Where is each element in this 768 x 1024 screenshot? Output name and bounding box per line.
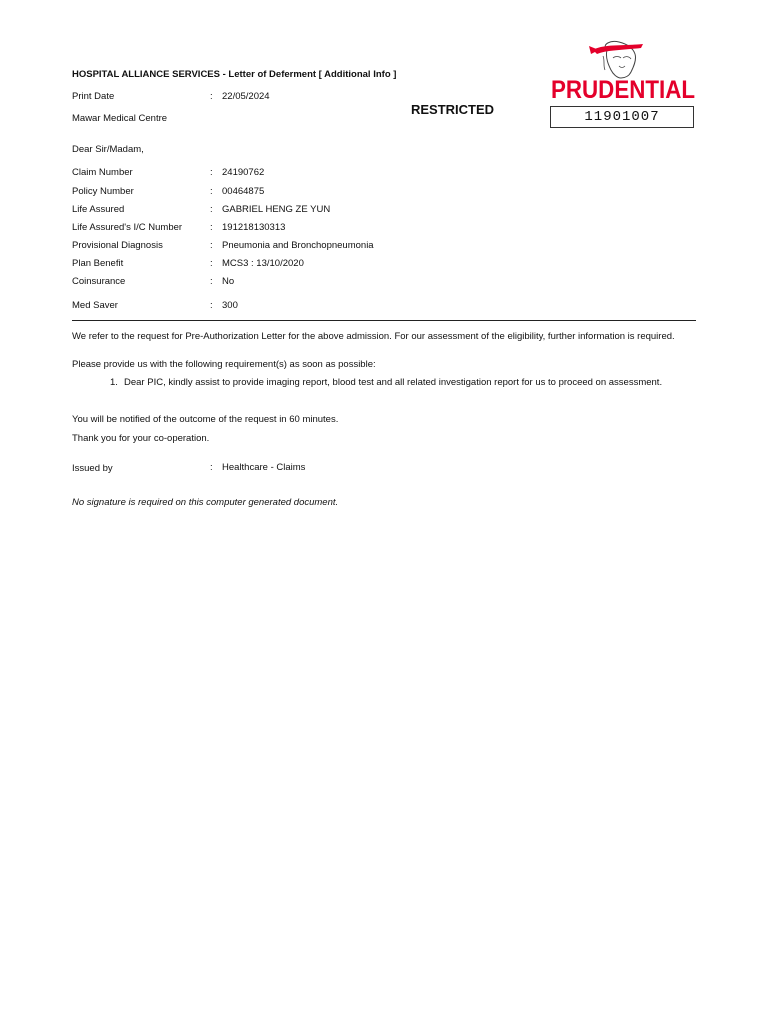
claim-number-value: 24190762 bbox=[222, 167, 265, 178]
logo-headband-shape bbox=[593, 44, 643, 54]
ic-number-label: Life Assured's I/C Number bbox=[72, 222, 183, 233]
intro-paragraph: We refer to the request for Pre-Authorization Letter for the above admission. For our assessment of the eligibility, further information is required. bbox=[72, 331, 675, 342]
prudential-logo-icon bbox=[549, 38, 697, 102]
prudential-logo bbox=[549, 38, 697, 102]
logo-wordmark: PRUDENTIAL bbox=[551, 76, 695, 102]
notification-paragraph: You will be notified of the outcome of the request in 60 minutes. bbox=[72, 414, 339, 425]
issued-by-label: Issued by bbox=[72, 463, 113, 474]
recipient-name: Mawar Medical Centre bbox=[72, 113, 168, 124]
section-divider bbox=[72, 320, 696, 321]
issued-by-colon: : bbox=[210, 462, 213, 473]
policy-number-colon: : bbox=[210, 186, 213, 197]
med-saver-value: 300 bbox=[222, 300, 238, 311]
ic-number-colon: : bbox=[210, 222, 213, 233]
letter-title: HOSPITAL ALLIANCE SERVICES - Letter of Deferment [ Additional Info ] bbox=[72, 69, 397, 80]
med-saver-label: Med Saver bbox=[72, 300, 118, 311]
reference-number-box: 11901007 bbox=[550, 106, 694, 128]
issued-by-value: Healthcare - Claims bbox=[222, 462, 306, 473]
coinsurance-colon: : bbox=[210, 276, 213, 287]
policy-number-label: Policy Number bbox=[72, 186, 134, 197]
life-assured-value: GABRIEL HENG ZE YUN bbox=[222, 204, 331, 215]
requirement-number: 1. bbox=[110, 377, 118, 388]
diagnosis-label: Provisional Diagnosis bbox=[72, 240, 163, 251]
ic-number-value: 191218130313 bbox=[222, 222, 286, 233]
requirement-text: Dear PIC, kindly assist to provide imaging report, blood test and all related investigation report for us to proceed on assessment. bbox=[124, 377, 663, 388]
coinsurance-value: No bbox=[222, 276, 235, 287]
claim-number-colon: : bbox=[210, 167, 213, 178]
diagnosis-colon: : bbox=[210, 240, 213, 251]
plan-benefit-label: Plan Benefit bbox=[72, 258, 124, 269]
print-date-label: Print Date bbox=[72, 91, 115, 102]
restricted-label: RESTRICTED bbox=[411, 102, 495, 117]
thanks-paragraph: Thank you for your co-operation. bbox=[72, 433, 210, 444]
plan-benefit-value: MCS3 : 13/10/2020 bbox=[222, 258, 304, 269]
salutation: Dear Sir/Madam, bbox=[72, 144, 144, 155]
print-date-colon: : bbox=[210, 91, 213, 102]
coinsurance-label: Coinsurance bbox=[72, 276, 126, 287]
diagnosis-value: Pneumonia and Bronchopneumonia bbox=[222, 240, 374, 251]
plan-benefit-colon: : bbox=[210, 258, 213, 269]
life-assured-label: Life Assured bbox=[72, 204, 125, 215]
med-saver-colon: : bbox=[210, 300, 213, 311]
footer-note: No signature is required on this computer generated document. bbox=[72, 497, 339, 508]
policy-number-value: 00464875 bbox=[222, 186, 265, 197]
request-paragraph: Please provide us with the following requirement(s) as soon as possible: bbox=[72, 359, 376, 370]
claim-number-label: Claim Number bbox=[72, 167, 133, 178]
life-assured-colon: : bbox=[210, 204, 213, 215]
print-date-value: 22/05/2024 bbox=[222, 91, 270, 102]
